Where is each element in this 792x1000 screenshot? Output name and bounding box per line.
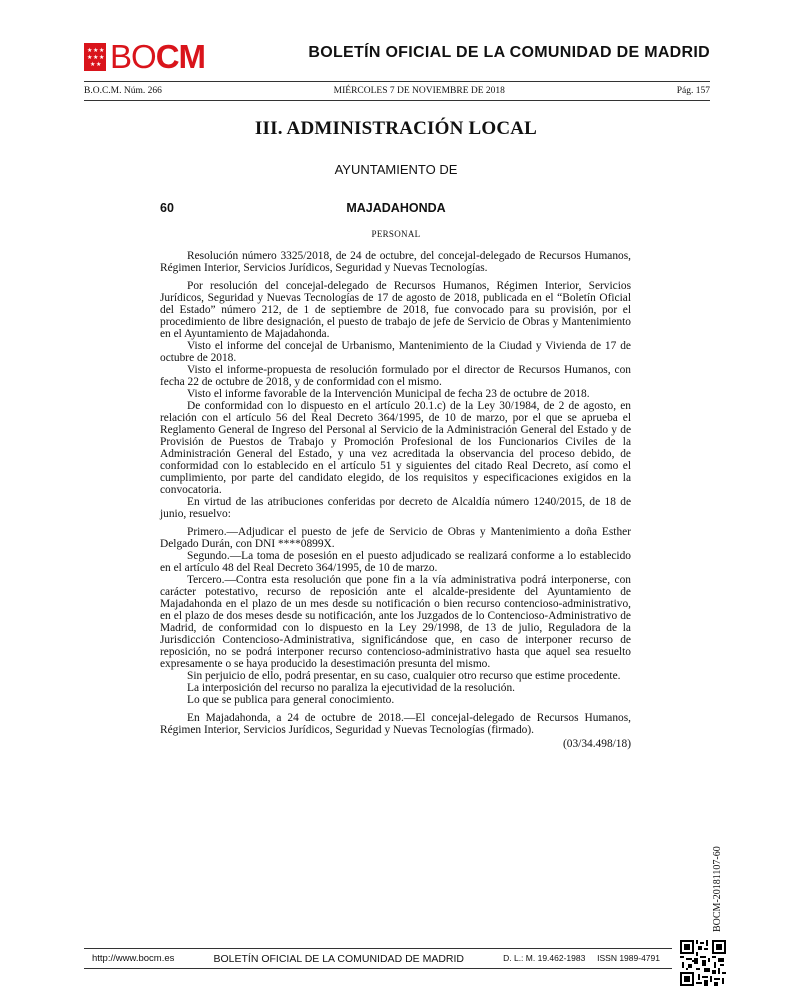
paragraph: Visto el informe-propuesta de resolución formulado por el director de Recursos Humanos, con fecha 22 de octubre de 2018, y de conformidad con el mismo.	[160, 364, 631, 388]
footer-divider-bottom	[84, 968, 672, 969]
paragraph: Tercero.—Contra esta resolución que pone fin a la vía administrativa podrá interponerse, con carácter potestativo, recurso de reposición ante el alcalde-presidente del Ayuntamiento de Majadahonda en el plazo de un mes desde su notificación o bien recurso contencioso-administrativo, en el plazo de dos meses desde su notificación, ante los Juzgados de lo Contencioso-Administrativo de Madrid, de conformidad con lo dispuesto en la Ley 29/1998, de 13 de julio, Reguladora de la Jurisdicción Contencioso-Administrativa, significándose que, en caso de interponer recurso de reposición, no se podrá interponer recurso contencioso-administrativo hasta que aquel sea resuelto expresamente o se haya producido la desestimación presunta del mismo.	[160, 574, 631, 670]
logo-text-bo: BO	[110, 38, 156, 75]
qr-code-icon	[680, 940, 726, 986]
footer-divider	[84, 948, 672, 949]
footer-legal: D. L.: M. 19.462-1983 ISSN 1989-4791	[503, 953, 660, 963]
header-divider-bottom	[84, 100, 710, 101]
subsection-label: PERSONAL	[371, 229, 421, 239]
bocm-logo	[84, 40, 205, 74]
paragraph: Visto el informe favorable de la Intervención Municipal de fecha 23 de octubre de 2018.	[187, 388, 590, 400]
paragraph: Lo que se publica para general conocimiento.	[187, 694, 395, 706]
paragraph: Por resolución del concejal-delegado de Recursos Humanos, Régimen Interior, Servicios Jurídicos, Seguridad y Nuevas Tecnologías de 17 de agosto de 2018, publicada en el “Boletín Oficial del Estado” número 212, de 1 de septiembre de 2018, fue convocado para su provisión, por el procedimiento de libre designación, el puesto de trabajo de jefe de Servicio de Obras y Mantenimiento en el Ayuntamiento de Majadahonda.	[160, 280, 631, 340]
paragraph: Visto el informe del concejal de Urbanismo, Mantenimiento de la Ciudad y Vivienda de 17 de octubre de 2018.	[160, 340, 631, 364]
paragraph: Segundo.—La toma de posesión en el puesto adjudicado se realizará conforme a lo establecido en el artículo 48 del Real Decreto 364/1995, de 10 de marzo.	[160, 550, 631, 574]
footer	[92, 953, 660, 965]
paragraph: Primero.—Adjudicar el puesto de jefe de Servicio de Obras y Mantenimiento a doña Esther Delgado Durán, con DNI ****0899X.	[160, 526, 631, 550]
madrid-flag-icon: ★ ★ ★ ★ ★ ★ ★ ★	[84, 43, 106, 71]
resolution-body	[160, 250, 631, 750]
paragraph: Resolución número 3325/2018, de 24 de octubre, del concejal-delegado de Recursos Humanos, Régimen Interior, Servicios Jurídicos, Seguridad y Nuevas Tecnologías.	[160, 250, 631, 274]
publication-title: BOLETÍN OFICIAL DE LA COMUNIDAD DE MADRID	[308, 44, 710, 61]
footer-title: BOLETÍN OFICIAL DE LA COMUNIDAD DE MADRID	[213, 953, 464, 965]
bocm-number: B.O.C.M. Núm. 266	[84, 86, 162, 96]
paragraph: La interposición del recurso no paraliza la ejecutividad de la resolución.	[187, 682, 515, 694]
paragraph: En virtud de las atribuciones conferidas por decreto de Alcaldía número 1240/2015, de 18 de junio, resuelvo:	[160, 496, 631, 520]
paragraph: En Majadahonda, a 24 de octubre de 2018.—El concejal-delegado de Recursos Humanos, Régimen Interior, Servicios Jurídicos, Seguridad y Nuevas Tecnologías (firmado).	[160, 712, 631, 736]
logo-text-cm: CM	[155, 38, 206, 75]
entry-number: 60	[160, 201, 174, 215]
town-name: MAJADAHONDA	[346, 201, 446, 215]
reference-code: (03/34.498/18)	[562, 738, 631, 750]
paragraph: Sin perjuicio de ello, podrá presentar, en su caso, cualquier otro recurso que estime procedente.	[187, 670, 621, 682]
header-meta	[84, 86, 710, 96]
header-divider	[84, 81, 710, 82]
footer-url[interactable]: http://www.bocm.es	[92, 953, 175, 964]
document-code: BOCM-20181107-60	[712, 846, 723, 932]
ayuntamiento-label: AYUNTAMIENTO DE	[334, 162, 458, 177]
page-number: Pág. 157	[676, 86, 710, 96]
paragraph: De conformidad con lo dispuesto en el artículo 20.1.c) de la Ley 30/1984, de 2 de agosto, en relación con el artículo 56 del Real Decreto 364/1995, de 10 de marzo, por el que se aprueba el Reglamento General de Ingreso del Personal al Servicio de la Administración General del Estado y de Provisión de Puestos de Trabajo y Promoción Profesional de los Funcionarios Civiles de la Administración General del Estado, y una vez acreditada la observancia del proceso debido, de conformidad con lo establecido en el artículo 51 y siguientes del citado Real Decreto, así como el cumplimiento, por parte del candidato elegido, de los requisitos y especificaciones exigidos en la convocatoria.	[160, 400, 631, 496]
section-title: III. ADMINISTRACIÓN LOCAL	[254, 118, 538, 139]
publication-date: MIÉRCOLES 7 DE NOVIEMBRE DE 2018	[333, 86, 505, 96]
